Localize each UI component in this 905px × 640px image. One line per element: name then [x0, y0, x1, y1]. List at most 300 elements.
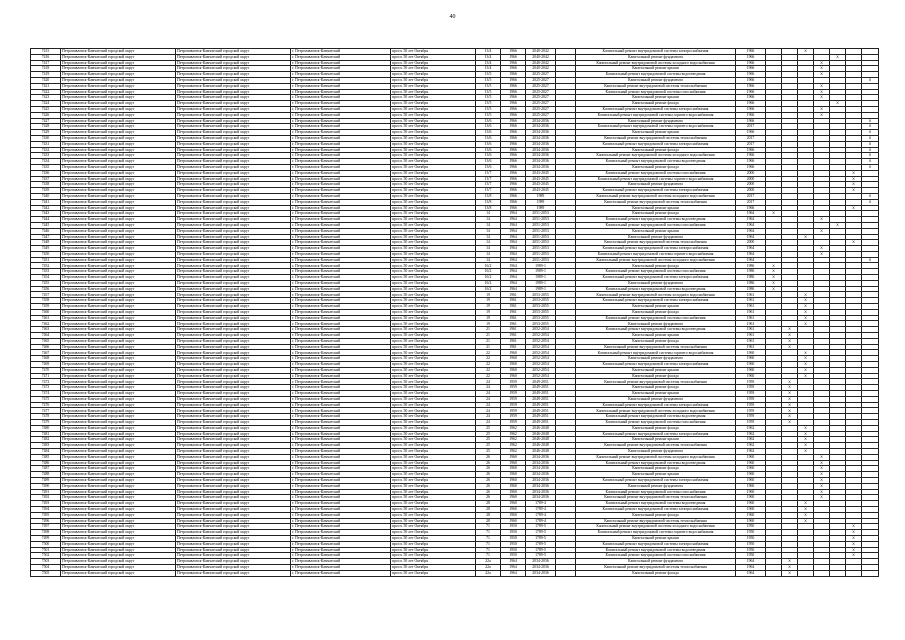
mark-cell: X: [798, 518, 814, 524]
street-cell: просп. 50 лет Октября: [391, 176, 476, 182]
city-cell: г. Петропавловск-Камчатский: [291, 535, 391, 541]
row-id: 7503: [31, 559, 61, 565]
street-cell: просп. 50 лет Октября: [391, 263, 476, 269]
year-built-cell: 1966: [501, 89, 526, 95]
municipality-cell: Петропавловск-Камчатский городской округ: [61, 77, 176, 83]
year-built-cell: 1966: [501, 188, 526, 194]
mark-cell: X: [782, 379, 798, 385]
row-id: 7449: [31, 246, 61, 252]
house-cell: 24: [476, 391, 501, 397]
work-type-cell: Капитальный ремонт внутридомовой системы теплоснабжения: [576, 135, 736, 141]
municipality-cell: Петропавловск-Камчатский городской округ: [61, 547, 176, 553]
municipality-cell: Петропавловск-Камчатский городской округ: [61, 315, 176, 321]
house-cell: 21: [476, 344, 501, 350]
work-type-cell: Капитальный ремонт фундамента: [576, 396, 736, 402]
period-cell: 1789-5: [526, 553, 556, 559]
work-type-cell: Капитальный ремонт внутридомовой системы газоснабжения: [576, 269, 736, 275]
house-cell: 22а: [476, 570, 501, 576]
city-cell: г. Петропавловск-Камчатский: [291, 373, 391, 379]
house-cell: 26: [476, 483, 501, 489]
street-cell: просп. 50 лет Октября: [391, 147, 476, 153]
period-cell: 2053-2055: [526, 315, 556, 321]
period-cell: 2034-2036: [526, 141, 556, 147]
settlement-cell: Петропавловск-Камчатский городской округ: [176, 344, 291, 350]
municipality-cell: Петропавловск-Камчатский городской округ: [61, 466, 176, 472]
municipality-cell: Петропавловск-Камчатский городской округ: [61, 472, 176, 478]
mark-cell: X: [814, 460, 830, 466]
mark-cell: X: [814, 60, 830, 66]
year-built-cell: 1964: [501, 217, 526, 223]
work-type-cell: Капитальный ремонт фундамента: [576, 118, 736, 124]
mark-cell: X: [846, 547, 862, 553]
settlement-cell: Петропавловск-Камчатский городской округ: [176, 448, 291, 454]
year-cell: 1966: [736, 112, 766, 118]
row-id: 7479: [31, 420, 61, 426]
period-cell: 2034-2036: [526, 495, 556, 501]
row-id: 7499: [31, 535, 61, 541]
period-cell: 2051-2053: [526, 234, 556, 240]
mark-cell: X: [782, 344, 798, 350]
house-cell: 13/5: [476, 95, 501, 101]
year-cell: 1961: [736, 298, 766, 304]
house-cell: 14: [476, 257, 501, 263]
settlement-cell: Петропавловск-Камчатский городской округ: [176, 141, 291, 147]
year-cell: 1960: [736, 373, 766, 379]
period-cell: 2025-2027: [526, 77, 556, 83]
row-id: 7451: [31, 257, 61, 263]
municipality-cell: Петропавловск-Камчатский городской округ: [61, 275, 176, 281]
year-built-cell: 1960: [501, 489, 526, 495]
street-cell: просп. 50 лет Октября: [391, 77, 476, 83]
row-id: 7464: [31, 333, 61, 339]
work-type-cell: Капитальный ремонт внутридомовой системы водоотведения: [576, 327, 736, 333]
period-cell: 2051-2053: [526, 211, 556, 217]
house-cell: 14: [476, 217, 501, 223]
mark-cell: X: [782, 570, 798, 576]
work-type-cell: Капитальный ремонт фундамента: [576, 54, 736, 60]
settlement-cell: Петропавловск-Камчатский городской округ: [176, 193, 291, 199]
year-built-cell: 1959: [501, 396, 526, 402]
mark-cell: X: [814, 95, 830, 101]
year-cell: 1964: [736, 564, 766, 570]
row-id: 7426: [31, 112, 61, 118]
mark-cell: X: [814, 112, 830, 118]
row-id: 7460: [31, 309, 61, 315]
city-cell: г. Петропавловск-Камчатский: [291, 391, 391, 397]
settlement-cell: Петропавловск-Камчатский городской округ: [176, 385, 291, 391]
period-cell: 2051-2053: [526, 228, 556, 234]
city-cell: г. Петропавловск-Камчатский: [291, 135, 391, 141]
period-cell: 1989-1: [526, 280, 556, 286]
mark-cell: [766, 570, 782, 576]
street-cell: просп. 50 лет Октября: [391, 124, 476, 130]
mark-cell: X: [798, 448, 814, 454]
city-cell: г. Петропавловск-Камчатский: [291, 472, 391, 478]
house-cell: 13/8: [476, 205, 501, 211]
settlement-cell: Петропавловск-Камчатский городской округ: [176, 228, 291, 234]
municipality-cell: Петропавловск-Камчатский городской округ: [61, 118, 176, 124]
row-id: 7459: [31, 304, 61, 310]
work-type-cell: Капитальный ремонт фасада: [576, 512, 736, 518]
house-cell: 19: [476, 304, 501, 310]
period-cell: 2049-2051: [526, 402, 556, 408]
year-built-cell: 1960: [501, 518, 526, 524]
street-cell: просп. 50 лет Октября: [391, 112, 476, 118]
house-cell: 22: [476, 356, 501, 362]
row-id: 7428: [31, 124, 61, 130]
settlement-cell: Петропавловск-Камчатский городской округ: [176, 106, 291, 112]
period-cell: 2046-2048: [526, 448, 556, 454]
street-cell: просп. 50 лет Октября: [391, 530, 476, 536]
mark-cell: X: [798, 315, 814, 321]
row-id: 7443: [31, 211, 61, 217]
mark-cell: X: [830, 222, 846, 228]
settlement-cell: Петропавловск-Камчатский городской округ: [176, 164, 291, 170]
year-built-cell: 1964: [501, 251, 526, 257]
settlement-cell: Петропавловск-Камчатский городской округ: [176, 170, 291, 176]
city-cell: г. Петропавловск-Камчатский: [291, 222, 391, 228]
year-built-cell: 1960: [501, 373, 526, 379]
settlement-cell: Петропавловск-Камчатский городской округ: [176, 541, 291, 547]
row-id: 7437: [31, 176, 61, 182]
year-built-cell: 1960: [501, 506, 526, 512]
settlement-cell: Петропавловск-Камчатский городской округ: [176, 420, 291, 426]
year-cell: 1966: [736, 49, 766, 55]
period-cell: 1789-5: [526, 530, 556, 536]
row-id: 7434: [31, 159, 61, 165]
street-cell: просп. 50 лет Октября: [391, 60, 476, 66]
mark-cell: X: [862, 159, 879, 165]
city-cell: г. Петропавловск-Камчатский: [291, 54, 391, 60]
city-cell: г. Петропавловск-Камчатский: [291, 275, 391, 281]
city-cell: г. Петропавловск-Камчатский: [291, 269, 391, 275]
period-cell: 1989-1: [526, 286, 556, 292]
house-cell: 26: [476, 495, 501, 501]
settlement-cell: Петропавловск-Камчатский городской округ: [176, 414, 291, 420]
mark-cell: X: [862, 193, 879, 199]
mark-cell: [830, 570, 846, 576]
period-cell: 1989: [526, 193, 556, 199]
city-cell: г. Петропавловск-Камчатский: [291, 246, 391, 252]
city-cell: г. Петропавловск-Камчатский: [291, 49, 391, 55]
house-cell: 13/7: [476, 182, 501, 188]
mark-cell: X: [862, 257, 879, 263]
period-cell: 2034-2036: [526, 159, 556, 165]
period-cell: 2025-2027: [526, 95, 556, 101]
mark-cell: X: [798, 309, 814, 315]
year-built-cell: 1959: [501, 408, 526, 414]
row-id: 7422: [31, 89, 61, 95]
municipality-cell: Петропавловск-Камчатский городской округ: [61, 437, 176, 443]
row-id: 7435: [31, 164, 61, 170]
street-cell: просп. 50 лет Октября: [391, 211, 476, 217]
street-cell: просп. 50 лет Октября: [391, 309, 476, 315]
row-id: 7495: [31, 512, 61, 518]
street-cell: просп. 50 лет Октября: [391, 506, 476, 512]
period-cell: 1989: [526, 199, 556, 205]
mark-cell: X: [846, 205, 862, 211]
period-cell: 2049-2051: [526, 396, 556, 402]
city-cell: г. Петропавловск-Камчатский: [291, 402, 391, 408]
house-cell: 13/6: [476, 130, 501, 136]
period-cell: 2034-2036: [526, 472, 556, 478]
municipality-cell: Петропавловск-Камчатский городской округ: [61, 344, 176, 350]
municipality-cell: Петропавловск-Камчатский городской округ: [61, 95, 176, 101]
settlement-cell: Петропавловск-Камчатский городской округ: [176, 356, 291, 362]
row-id: 7494: [31, 506, 61, 512]
year-cell: 1966: [736, 118, 766, 124]
work-type-cell: Капитальный ремонт внутридомовой системы электроснабжения: [576, 541, 736, 547]
city-cell: г. Петропавловск-Камчатский: [291, 379, 391, 385]
mark-cell: X: [814, 251, 830, 257]
work-type-cell: Капитальный ремонт фундамента: [576, 356, 736, 362]
house-cell: 14: [476, 222, 501, 228]
work-type-cell: Капитальный ремонт внутридомовой системы теплоснабжения: [576, 83, 736, 89]
city-cell: г. Петропавловск-Камчатский: [291, 176, 391, 182]
mark-cell: X: [782, 327, 798, 333]
year-cell: 2000: [736, 170, 766, 176]
municipality-cell: Петропавловск-Камчатский городской округ: [61, 373, 176, 379]
mark-cell: X: [862, 130, 879, 136]
year-built-cell: 1964: [501, 240, 526, 246]
row-id: 7430: [31, 135, 61, 141]
year-cell: 1961: [736, 309, 766, 315]
settlement-cell: Петропавловск-Камчатский городской округ: [176, 564, 291, 570]
street-cell: просп. 50 лет Октября: [391, 280, 476, 286]
municipality-cell: Петропавловск-Камчатский городской округ: [61, 49, 176, 55]
house-cell: 13/7: [476, 176, 501, 182]
municipality-cell: Петропавловск-Камчатский городской округ: [61, 501, 176, 507]
street-cell: просп. 50 лет Октября: [391, 570, 476, 576]
house-cell: 25: [476, 448, 501, 454]
period-cell: 2052-2054: [526, 350, 556, 356]
mark-cell: X: [766, 275, 782, 281]
city-cell: г. Петропавловск-Камчатский: [291, 559, 391, 565]
period-cell: 2052-2054: [526, 367, 556, 373]
year-cell: 1961: [736, 292, 766, 298]
house-cell: 13/6: [476, 135, 501, 141]
year-built-cell: 1966: [501, 54, 526, 60]
work-type-cell: Капитальный ремонт фундамента: [576, 77, 736, 83]
municipality-cell: Петропавловск-Камчатский городской округ: [61, 286, 176, 292]
row-id: 7421: [31, 83, 61, 89]
city-cell: г. Петропавловск-Камчатский: [291, 396, 391, 402]
year-built-cell: 1961: [501, 292, 526, 298]
city-cell: г. Петропавловск-Камчатский: [291, 141, 391, 147]
period-cell: 2034-2036: [526, 460, 556, 466]
work-type-cell: Капитальный ремонт внутридомовой системы электроснабжения: [576, 49, 736, 55]
house-cell: 71: [476, 524, 501, 530]
settlement-cell: Петропавловск-Камчатский городской округ: [176, 286, 291, 292]
settlement-cell: Петропавловск-Камчатский городской округ: [176, 217, 291, 223]
house-cell: 25: [476, 425, 501, 431]
house-cell: 26: [476, 460, 501, 466]
year-built-cell: 1959: [501, 379, 526, 385]
house-cell: 28: [476, 518, 501, 524]
municipality-cell: Петропавловск-Камчатский городской округ: [61, 54, 176, 60]
work-type-cell: Капитальный ремонт внутридомовой системы холодного водоснабжения: [576, 292, 736, 298]
settlement-cell: Петропавловск-Камчатский городской округ: [176, 495, 291, 501]
row-id: 7441: [31, 199, 61, 205]
municipality-cell: Петропавловск-Камчатский городской округ: [61, 460, 176, 466]
settlement-cell: Петропавловск-Камчатский городской округ: [176, 130, 291, 136]
street-cell: просп. 50 лет Октября: [391, 489, 476, 495]
row-id: 7478: [31, 414, 61, 420]
settlement-cell: Петропавловск-Камчатский городской округ: [176, 77, 291, 83]
year-built-cell: 1960: [501, 495, 526, 501]
year-cell: 1966: [736, 60, 766, 66]
house-cell: 13/6: [476, 118, 501, 124]
mark-cell: X: [766, 263, 782, 269]
settlement-cell: Петропавловск-Камчатский городской округ: [176, 512, 291, 518]
row-id: 7452: [31, 263, 61, 269]
work-type-cell: Капитальный ремонт фасада: [576, 385, 736, 391]
work-type-cell: Капитальный ремонт внутридомовой системы электроснабжения: [576, 246, 736, 252]
period-cell: 2025-2027: [526, 112, 556, 118]
city-cell: г. Петропавловск-Камчатский: [291, 234, 391, 240]
house-cell: 13/5: [476, 83, 501, 89]
municipality-cell: Петропавловск-Камчатский городской округ: [61, 251, 176, 257]
settlement-cell: Петропавловск-Камчатский городской округ: [176, 251, 291, 257]
year-cell: 1966: [736, 130, 766, 136]
mark-cell: X: [862, 164, 879, 170]
row-id: 7416: [31, 54, 61, 60]
mark-cell: X: [782, 338, 798, 344]
house-cell: 22: [476, 350, 501, 356]
house-cell: 13/6: [476, 153, 501, 159]
year-built-cell: 1964: [501, 269, 526, 275]
mark-cell: X: [862, 118, 879, 124]
row-id: 7502: [31, 553, 61, 559]
work-type-cell: Капитальный ремонт фасада: [576, 101, 736, 107]
period-cell: 2052-2054: [526, 333, 556, 339]
street-cell: просп. 50 лет Октября: [391, 437, 476, 443]
settlement-cell: Петропавловск-Камчатский городской округ: [176, 489, 291, 495]
row-id: 7468: [31, 356, 61, 362]
row-id: 7500: [31, 541, 61, 547]
city-cell: г. Петропавловск-Камчатский: [291, 263, 391, 269]
work-type-cell: Капитальный ремонт фасада: [576, 466, 736, 472]
street-cell: просп. 50 лет Октября: [391, 159, 476, 165]
work-type-cell: Капитальный ремонт фасада: [576, 309, 736, 315]
city-cell: г. Петропавловск-Камчатский: [291, 547, 391, 553]
settlement-cell: Петропавловск-Камчатский городской округ: [176, 257, 291, 263]
work-type-cell: Капитальный ремонт внутридомовой системы теплоснабжения: [576, 495, 736, 501]
year-built-cell: 1964: [501, 564, 526, 570]
house-cell: 13/4: [476, 54, 501, 60]
city-cell: г. Петропавловск-Камчатский: [291, 199, 391, 205]
year-built-cell: 1966: [501, 182, 526, 188]
period-cell: 2034-2036: [526, 483, 556, 489]
city-cell: г. Петропавловск-Камчатский: [291, 420, 391, 426]
work-type-cell: Капитальный ремонт крыши: [576, 333, 736, 339]
mark-cell: X: [846, 176, 862, 182]
city-cell: г. Петропавловск-Камчатский: [291, 182, 391, 188]
row-id: 7431: [31, 141, 61, 147]
mark-cell: X: [862, 199, 879, 205]
year-cell: 1950: [736, 535, 766, 541]
mark-cell: X: [814, 72, 830, 78]
street-cell: просп. 50 лет Октября: [391, 344, 476, 350]
municipality-cell: Петропавловск-Камчатский городской округ: [61, 112, 176, 118]
house-cell: 24: [476, 402, 501, 408]
period-cell: 2034-2036: [526, 164, 556, 170]
mark-cell: X: [782, 391, 798, 397]
row-id: 7450: [31, 251, 61, 257]
year-cell: 1966: [736, 205, 766, 211]
year-built-cell: 1966: [501, 205, 526, 211]
house-cell: 13/6: [476, 147, 501, 153]
municipality-cell: Петропавловск-Камчатский городской округ: [61, 321, 176, 327]
row-id: 7456: [31, 286, 61, 292]
year-built-cell: 1960: [501, 454, 526, 460]
municipality-cell: Петропавловск-Камчатский городской округ: [61, 425, 176, 431]
municipality-cell: Петропавловск-Камчатский городской округ: [61, 135, 176, 141]
settlement-cell: Петропавловск-Камчатский городской округ: [176, 292, 291, 298]
row-id: 7471: [31, 373, 61, 379]
work-type-cell: Капитальный ремонт фасада: [576, 147, 736, 153]
mark-cell: X: [798, 321, 814, 327]
mark-cell: X: [798, 367, 814, 373]
municipality-cell: Петропавловск-Камчатский городской округ: [61, 362, 176, 368]
year-cell: 1986: [736, 280, 766, 286]
house-cell: 22: [476, 367, 501, 373]
house-cell: 25: [476, 431, 501, 437]
row-id: 7436: [31, 170, 61, 176]
period-cell: 2051-2053: [526, 217, 556, 223]
year-built-cell: 1964: [501, 257, 526, 263]
house-cell: 71: [476, 530, 501, 536]
municipality-cell: Петропавловск-Камчатский городской округ: [61, 333, 176, 339]
page-number: 40: [449, 14, 456, 20]
work-type-cell: Капитальный ремонт внутридомовой системы водоотведения: [576, 72, 736, 78]
settlement-cell: Петропавловск-Камчатский городской округ: [176, 408, 291, 414]
year-cell: 1961: [736, 321, 766, 327]
period-cell: 2049-2051: [526, 420, 556, 426]
city-cell: г. Петропавловск-Камчатский: [291, 101, 391, 107]
municipality-cell: Петропавловск-Камчатский городской округ: [61, 367, 176, 373]
period-cell: 2052-2054: [526, 373, 556, 379]
settlement-cell: Петропавловск-Камчатский городской округ: [176, 483, 291, 489]
row-id: 7445: [31, 222, 61, 228]
city-cell: г. Петропавловск-Камчатский: [291, 425, 391, 431]
street-cell: просп. 50 лет Октября: [391, 72, 476, 78]
work-type-cell: Капитальный ремонт внутридомовой системы водоотведения: [576, 501, 736, 507]
street-cell: просп. 50 лет Октября: [391, 356, 476, 362]
mark-cell: X: [846, 170, 862, 176]
work-type-cell: Капитальный ремонт фундамента: [576, 321, 736, 327]
mark-cell: X: [830, 54, 846, 60]
row-id: 7439: [31, 188, 61, 194]
city-cell: г. Петропавловск-Камчатский: [291, 460, 391, 466]
row-id: 7447: [31, 234, 61, 240]
street-cell: просп. 50 лет Октября: [391, 553, 476, 559]
municipality-cell: Петропавловск-Камчатский городской округ: [61, 164, 176, 170]
row-id: 7466: [31, 344, 61, 350]
work-type-cell: Капитальный ремонт внутридомовой системы электроснабжения: [576, 188, 736, 194]
house-cell: 14: [476, 251, 501, 257]
year-cell: 1959: [736, 408, 766, 414]
row-id: 7486: [31, 460, 61, 466]
work-type-cell: Капитальный ремонт внутридомовой системы горячего водоснабжения: [576, 350, 736, 356]
year-cell: 1959: [736, 402, 766, 408]
year-built-cell: 1966: [501, 141, 526, 147]
house-cell: 13/7: [476, 188, 501, 194]
row-id: 7474: [31, 391, 61, 397]
row-id: 7417: [31, 60, 61, 66]
year-built-cell: 1960: [501, 466, 526, 472]
year-cell: 1960: [736, 460, 766, 466]
